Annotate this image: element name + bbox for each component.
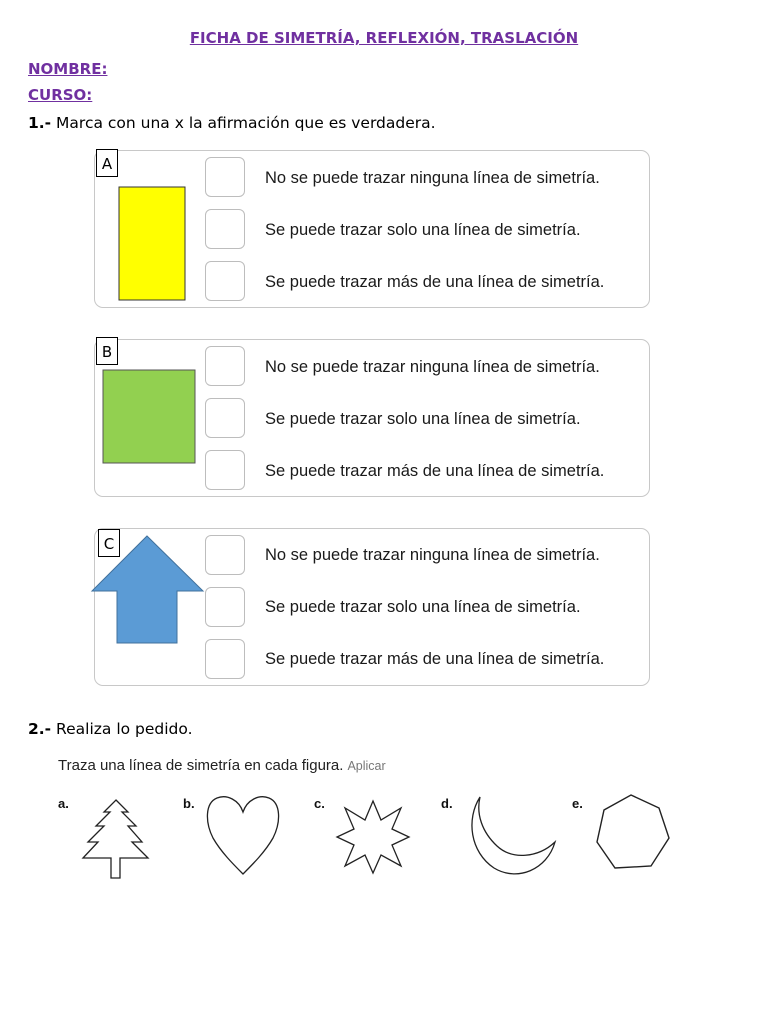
panel-c-checkbox-2[interactable] xyxy=(205,587,245,627)
panel-a-checkbox-1[interactable] xyxy=(205,157,245,197)
panel-b-option-1: No se puede trazar ninguna línea de simetría. xyxy=(265,358,600,376)
question-1-text: Marca con una x la afirmación que es verdadera. xyxy=(51,114,436,132)
heart-figure xyxy=(203,792,283,878)
panel-b-checkbox-3[interactable] xyxy=(205,450,245,490)
curso-label: CURSO: xyxy=(28,86,93,104)
panel-b-option-3: Se puede trazar más de una línea de simetría. xyxy=(265,462,605,480)
panel-b-option-2: Se puede trazar solo una línea de simetría. xyxy=(265,410,581,428)
question-2-text: Realiza lo pedido. xyxy=(51,720,193,738)
star-figure xyxy=(334,798,412,876)
task-instruction xyxy=(58,757,386,774)
panel-c-checkbox-1[interactable] xyxy=(205,535,245,575)
green-square-shape xyxy=(102,369,197,465)
panel-a-checkbox-3[interactable] xyxy=(205,261,245,301)
figure-d-letter: d. xyxy=(441,796,453,811)
yellow-rectangle-shape xyxy=(118,186,188,302)
task-tag: Aplicar xyxy=(347,759,386,773)
panel-c-checkbox-3[interactable] xyxy=(205,639,245,679)
panel-a-option-2: Se puede trazar solo una línea de simetría. xyxy=(265,221,581,239)
panel-a-letter: A xyxy=(96,149,118,177)
nombre-label: NOMBRE: xyxy=(28,60,108,78)
panel-a-option-3: Se puede trazar más de una línea de simetría. xyxy=(265,273,605,291)
question-2-number: 2.- xyxy=(28,720,52,738)
task-instruction-text: Traza una línea de simetría en cada figura. xyxy=(58,757,344,774)
question-2 xyxy=(28,720,193,738)
panel-a-option-1: No se puede trazar ninguna línea de simetría. xyxy=(265,169,600,187)
panel-b-checkbox-2[interactable] xyxy=(205,398,245,438)
panel-c-option-2: Se puede trazar solo una línea de simetría. xyxy=(265,598,581,616)
tree-figure xyxy=(78,798,154,882)
figure-a-letter: a. xyxy=(58,796,69,811)
panel-c-letter: C xyxy=(98,529,120,557)
figure-b-letter: b. xyxy=(183,796,195,811)
panel-a-checkbox-2[interactable] xyxy=(205,209,245,249)
crescent-moon-figure xyxy=(462,794,562,878)
panel-b-letter: B xyxy=(96,337,118,365)
figure-c-letter: c. xyxy=(314,796,325,811)
heptagon-figure xyxy=(593,792,673,878)
question-1 xyxy=(28,114,436,132)
panel-b-checkbox-1[interactable] xyxy=(205,346,245,386)
panel-c-option-3: Se puede trazar más de una línea de simetría. xyxy=(265,650,605,668)
panel-c-option-1: No se puede trazar ninguna línea de simetría. xyxy=(265,546,600,564)
figure-e-letter: e. xyxy=(572,796,583,811)
question-1-number: 1.- xyxy=(28,114,52,132)
worksheet-title: FICHA DE SIMETRÍA, REFLEXIÓN, TRASLACIÓN xyxy=(189,29,579,47)
